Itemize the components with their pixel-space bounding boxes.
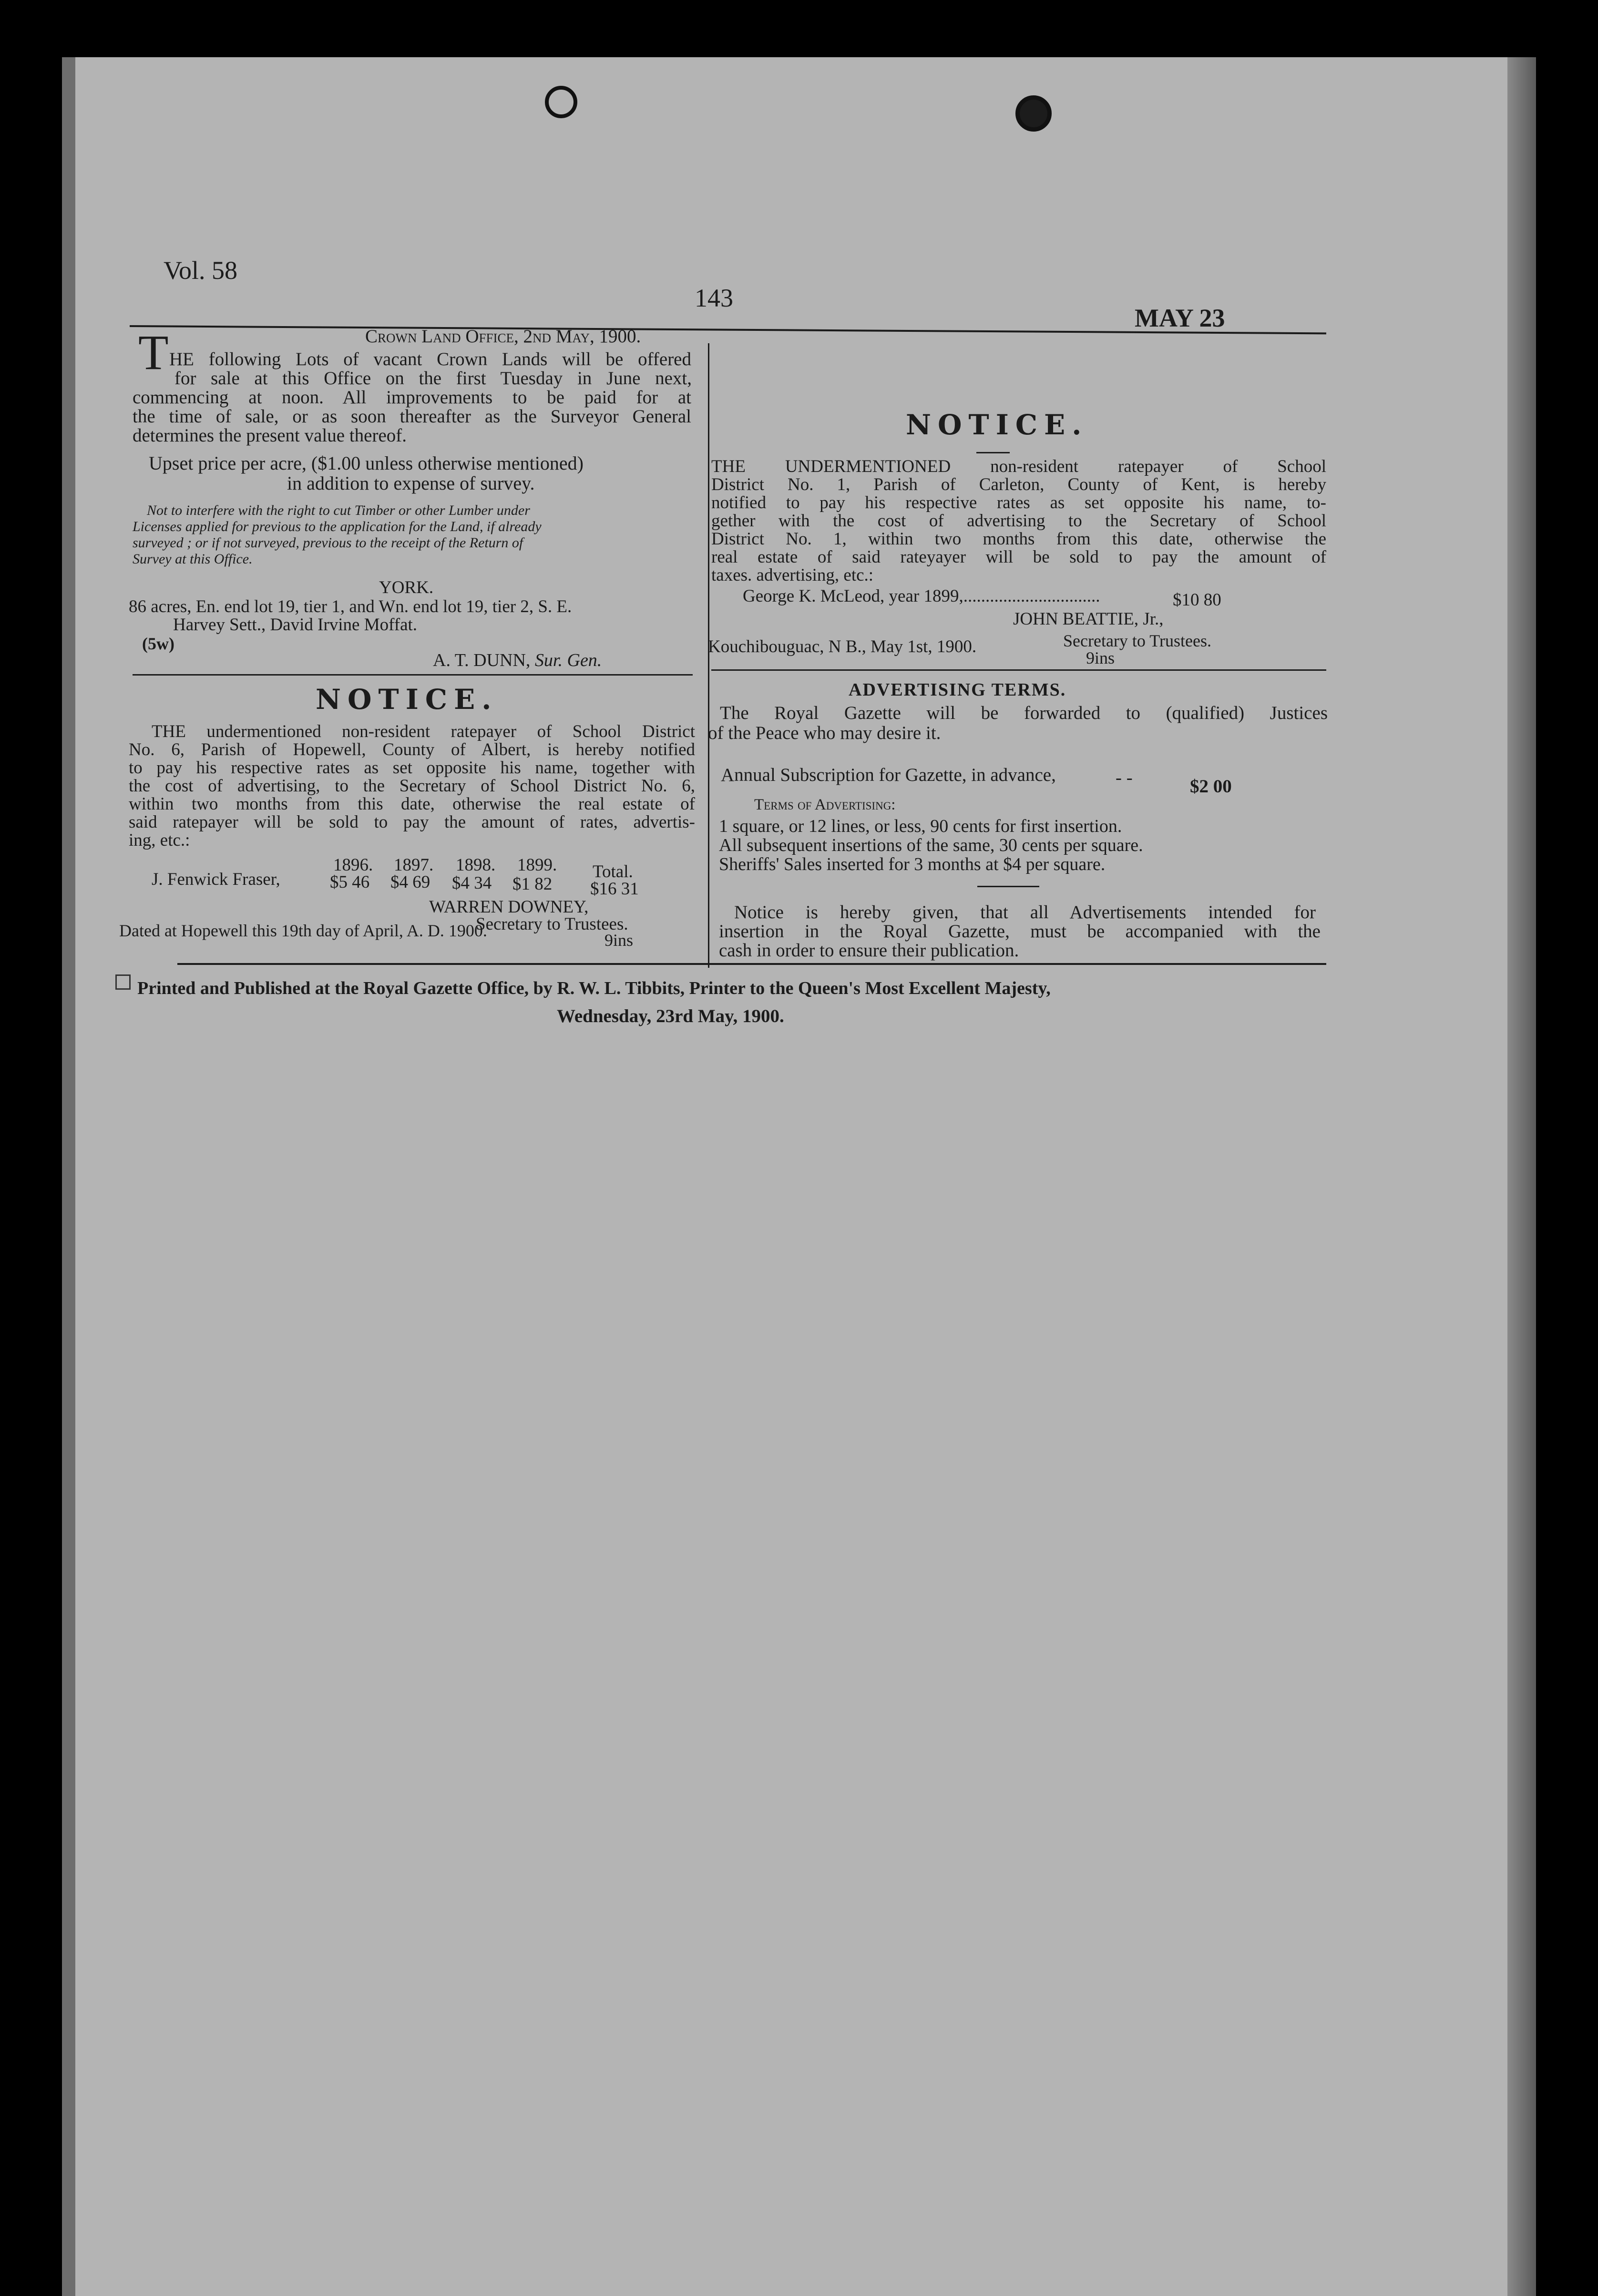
ratepayer-name: George K. McLeod, year 1899,: [743, 586, 963, 606]
signature-title: Sur. Gen.: [534, 650, 602, 670]
binding-edge: [62, 57, 75, 2296]
condition-line: Licenses applied for previous to the application for the Land, if already: [133, 519, 542, 534]
upset-price: in addition to expense of survey.: [287, 472, 535, 494]
lot-description: Harvey Sett., David Irvine Moffat.: [173, 615, 418, 635]
terms-line: Sheriffs' Sales inserted for 3 months at $4 per square.: [719, 854, 1106, 874]
upset-price: Upset price per acre, ($1.00 unless otherwise mentioned): [149, 452, 584, 474]
signer-name: WARREN DOWNEY,: [429, 897, 589, 917]
notice-body-line: THE undermentioned non-resident ratepayer of School District: [152, 722, 695, 741]
signature-name: A. T. DUNN,: [433, 650, 531, 670]
dated-line: Dated at Hopewell this 19th day of April, A. D. 1900.: [119, 921, 487, 940]
condition-line: surveyed ; or if not surveyed, previous to the receipt of the Return of: [133, 535, 523, 551]
page-number: 143: [695, 284, 733, 312]
notice-body-line: to pay his respective rates as set opposite his name, together with: [129, 758, 695, 778]
notice-heading: NOTICE.: [316, 683, 498, 716]
forward-line: The Royal Gazette will be forwarded to (qualified) Justices: [720, 703, 1328, 723]
notice-line: Notice is hereby given, that all Advertisements intended for: [734, 902, 1316, 922]
ratepayer-amount: $10 80: [1173, 590, 1221, 610]
page-edge-shadow: [1507, 57, 1536, 2296]
notice-body-line: the cost of advertising, to the Secretary of School District No. 6,: [129, 776, 695, 796]
notice-body-line: gether with the cost of advertising to the Secretary of School: [711, 511, 1326, 531]
insertions-mark: (5w): [142, 634, 174, 653]
table-cell: $1 82: [512, 874, 553, 894]
insertions-mark: 9ins: [604, 931, 634, 950]
table-header: 1897.: [394, 855, 434, 875]
crown-land-intro-line: commencing at noon. All improvements to be paid for at: [133, 387, 691, 408]
notice-body-line: said ratepayer will be sold to pay the amount of rates, advertis-: [129, 812, 695, 832]
notice-body-line: District No. 1, within two months from this date, otherwise the: [711, 529, 1326, 549]
drop-cap: T: [138, 325, 169, 380]
lot-description: 86 acres, En. end lot 19, tier 1, and Wn. end lot 19, tier 2, S. E.: [129, 597, 572, 616]
advertising-terms-heading: ADVERTISING TERMS.: [849, 680, 1066, 700]
ratepayer-name: J. Fenwick Fraser,: [152, 870, 280, 889]
signer-name: JOHN BEATTIE, Jr.,: [1013, 609, 1164, 629]
issue-date: MAY 23: [1135, 304, 1225, 332]
signer-title: Secretary to Trustees.: [476, 914, 628, 934]
county-heading: YORK.: [379, 578, 434, 597]
section-rule: [133, 674, 693, 676]
notice-body-line: ing, etc.:: [129, 830, 190, 850]
punch-hole-right: [1015, 95, 1052, 132]
notice-line: cash in order to ensure their publication.: [719, 940, 1019, 961]
terms-line: 1 square, or 12 lines, or less, 90 cents for first insertion.: [719, 816, 1122, 836]
short-rule: [976, 452, 1010, 453]
table-cell: $4 34: [452, 873, 492, 893]
subscription-label: Annual Subscription for Gazette, in advance,: [721, 765, 1056, 785]
subscription-dashes: - -: [1116, 768, 1133, 788]
table-cell: $5 46: [330, 872, 370, 892]
table-header: 1899.: [517, 855, 557, 875]
terms-line: All subsequent insertions of the same, 30 cents per square.: [719, 835, 1143, 855]
place-date: Kouchibouguac, N B., May 1st, 1900.: [708, 637, 977, 656]
section-rule: [711, 669, 1326, 671]
ratepayer-entry: [743, 587, 1100, 605]
imprint-rule: [177, 963, 1326, 965]
crown-land-intro-line: the time of sale, or as soon thereafter as the Surveyor General: [133, 406, 691, 427]
table-cell: $4 69: [390, 872, 430, 892]
crown-land-intro-line: for sale at this Office on the first Tuesday in June next,: [174, 368, 692, 389]
dot-leader: ...............................: [963, 586, 1100, 606]
forward-line: of the Peace who may desire it.: [708, 723, 941, 743]
crown-land-intro-line: determines the present value thereof.: [133, 425, 407, 446]
notice-body-line: real estate of said rateyayer will be sold to pay the amount of: [711, 547, 1326, 567]
crown-land-dateline: Crown Land Office, 2nd May, 1900.: [365, 326, 641, 347]
notice-body-line: THE UNDERMENTIONED non-resident ratepayer of School: [711, 457, 1326, 476]
table-header: 1896.: [333, 855, 373, 875]
signer-title: Secretary to Trustees.: [1063, 631, 1211, 650]
notice-body-line: District No. 1, Parish of Carleton, County of Kent, is hereby: [711, 475, 1326, 494]
printer-mark-icon: [115, 974, 131, 990]
notice-body-line: taxes. advertising, etc.:: [711, 565, 874, 585]
crown-land-intro-line: HE following Lots of vacant Crown Lands will be offered: [169, 349, 691, 369]
notice-body-line: No. 6, Parish of Hopewell, County of Albert, is hereby notified: [129, 740, 695, 759]
signature: [433, 651, 602, 669]
punch-hole-left: [545, 86, 577, 118]
condition-line: Not to interfere with the right to cut Timber or other Lumber under: [147, 502, 530, 518]
gazette-page: [62, 57, 1536, 2296]
terms-heading: Terms of Advertising:: [754, 796, 896, 813]
condition-line: Survey at this Office.: [133, 551, 253, 567]
insertions-mark: 9ins: [1086, 648, 1115, 667]
table-cell: $16 31: [590, 879, 639, 899]
imprint-date: Wednesday, 23rd May, 1900.: [557, 1006, 784, 1026]
table-header: 1898.: [456, 855, 496, 875]
notice-heading: NOTICE.: [906, 409, 1088, 441]
notice-body-line: within two months from this date, otherwise the real estate of: [129, 794, 695, 814]
notice-line: insertion in the Royal Gazette, must be accompanied with the: [719, 921, 1321, 942]
subscription-price: $2 00: [1190, 776, 1232, 797]
notice-body-line: notified to pay his respective rates as set opposite his name, to-: [711, 493, 1326, 512]
table-header: Total.: [593, 862, 633, 882]
imprint-line: Printed and Published at the Royal Gazette Office, by R. W. L. Tibbits, Printer to the Queen's Most Excellent Majesty,: [137, 978, 1051, 998]
short-rule: [977, 886, 1039, 887]
volume-label: Vol. 58: [164, 256, 238, 285]
